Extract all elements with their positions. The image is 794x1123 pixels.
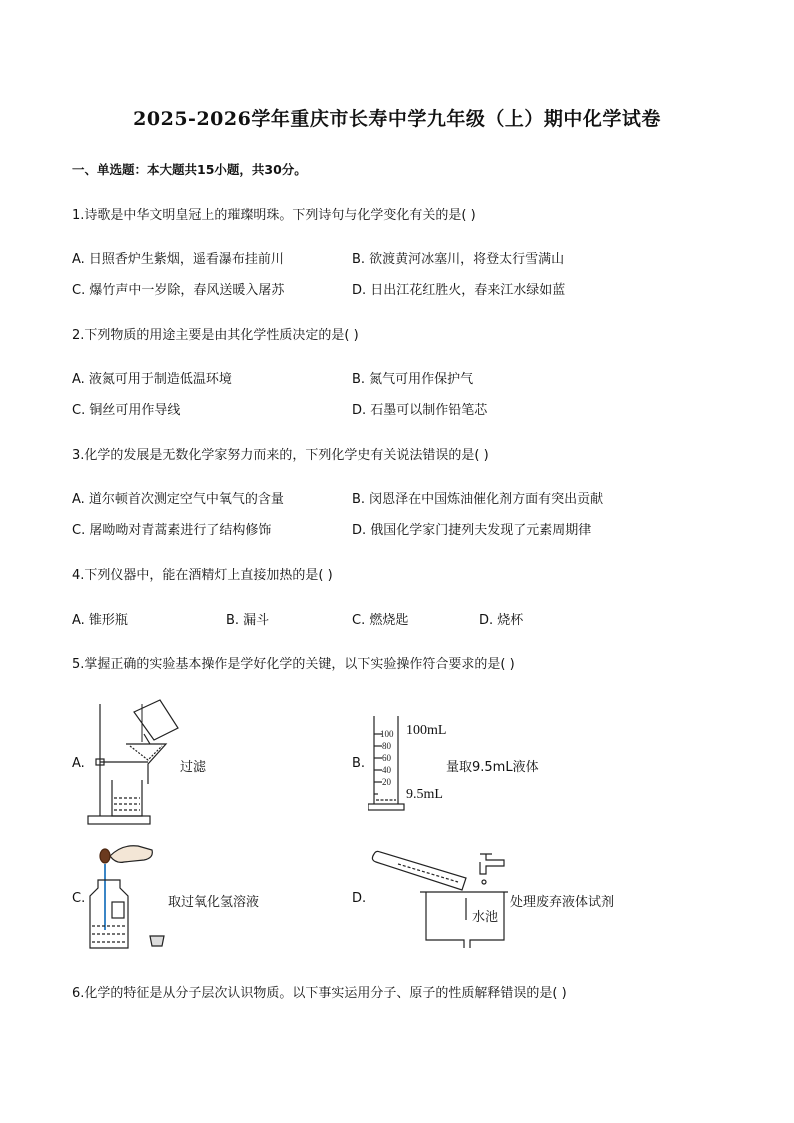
q5-option-a-letter: A.	[72, 756, 85, 771]
cylinder-tick-100: 100	[380, 729, 394, 739]
cylinder-capacity-label: 100mL	[406, 723, 447, 738]
sink-disposal-figure	[368, 848, 508, 948]
question-3-stem: 3.化学的发展是无数化学家努力而来的，下列化学史有关说法错误的是( )	[72, 448, 489, 463]
q2-option-c: C. 铜丝可用作导线	[72, 403, 181, 418]
q4-option-c: C. 燃烧匙	[352, 613, 409, 628]
section-header: 一、单选题：本大题共15小题，共30分。	[72, 162, 307, 177]
dropper-bottle-figure	[88, 840, 168, 952]
q5-option-d-caption: 处理废弃液体试剂	[510, 895, 615, 910]
q5-option-b-letter: B.	[352, 756, 366, 771]
q3-option-d: D. 俄国化学家门捷列夫发现了元素周期律	[352, 523, 592, 538]
question-4-stem: 4.下列仪器中，能在酒精灯上直接加热的是( )	[72, 568, 333, 583]
q3-option-c: C. 屠呦呦对青蒿素进行了结构修饰	[72, 523, 272, 538]
question-6-stem: 6.化学的特征是从分子层次认识物质。以下事实运用分子、原子的性质解释错误的是( )	[72, 986, 567, 1001]
cylinder-tick-60: 60	[382, 753, 391, 763]
question-1-stem: 1.诗歌是中华文明皇冠上的璀璨明珠。下列诗句与化学变化有关的是( )	[72, 208, 476, 223]
q5-option-c-caption: 取过氧化氢溶液	[168, 895, 260, 910]
cylinder-tick-20: 20	[382, 777, 391, 787]
q3-option-b: B. 闵恩泽在中国炼油催化剂方面有突出贡献	[352, 492, 604, 507]
q2-option-d: D. 石墨可以制作铅笔芯	[352, 403, 488, 418]
q4-option-b: B. 漏斗	[226, 613, 270, 628]
q4-option-d: D. 烧杯	[479, 613, 524, 628]
q5-option-d-letter: D.	[352, 891, 367, 906]
q3-option-a: A. 道尔顿首次测定空气中氧气的含量	[72, 492, 284, 507]
cylinder-volume-label: 9.5mL	[406, 787, 443, 802]
question-2-stem: 2.下列物质的用途主要是由其化学性质决定的是( )	[72, 328, 359, 343]
filtration-apparatus-figure	[86, 698, 182, 828]
q1-option-a: A. 日照香炉生紫烟，遥看瀑布挂前川	[72, 252, 284, 267]
q5-option-c-letter: C.	[72, 891, 86, 906]
question-5-stem: 5.掌握正确的实验基本操作是学好化学的关键，以下实验操作符合要求的是( )	[72, 657, 515, 672]
exam-title: 2025-2026学年重庆市长寿中学九年级（上）期中化学试卷	[133, 108, 661, 130]
cylinder-tick-40: 40	[382, 765, 391, 775]
sink-label: 水池	[472, 910, 499, 925]
q2-option-b: B. 氮气可用作保护气	[352, 372, 474, 387]
q1-option-b: B. 欲渡黄河冰塞川，将登太行雪满山	[352, 252, 565, 267]
q5-option-a-caption: 过滤	[180, 760, 207, 775]
q4-option-a: A. 锥形瓶	[72, 613, 128, 628]
cylinder-tick-80: 80	[382, 741, 391, 751]
q1-option-d: D. 日出江花红胜火，春来江水绿如蓝	[352, 283, 566, 298]
q1-option-c: C. 爆竹声中一岁除，春风送暖入屠苏	[72, 283, 285, 298]
q5-option-b-caption: 量取9.5mL液体	[446, 760, 539, 775]
q2-option-a: A. 液氮可用于制造低温环境	[72, 372, 232, 387]
